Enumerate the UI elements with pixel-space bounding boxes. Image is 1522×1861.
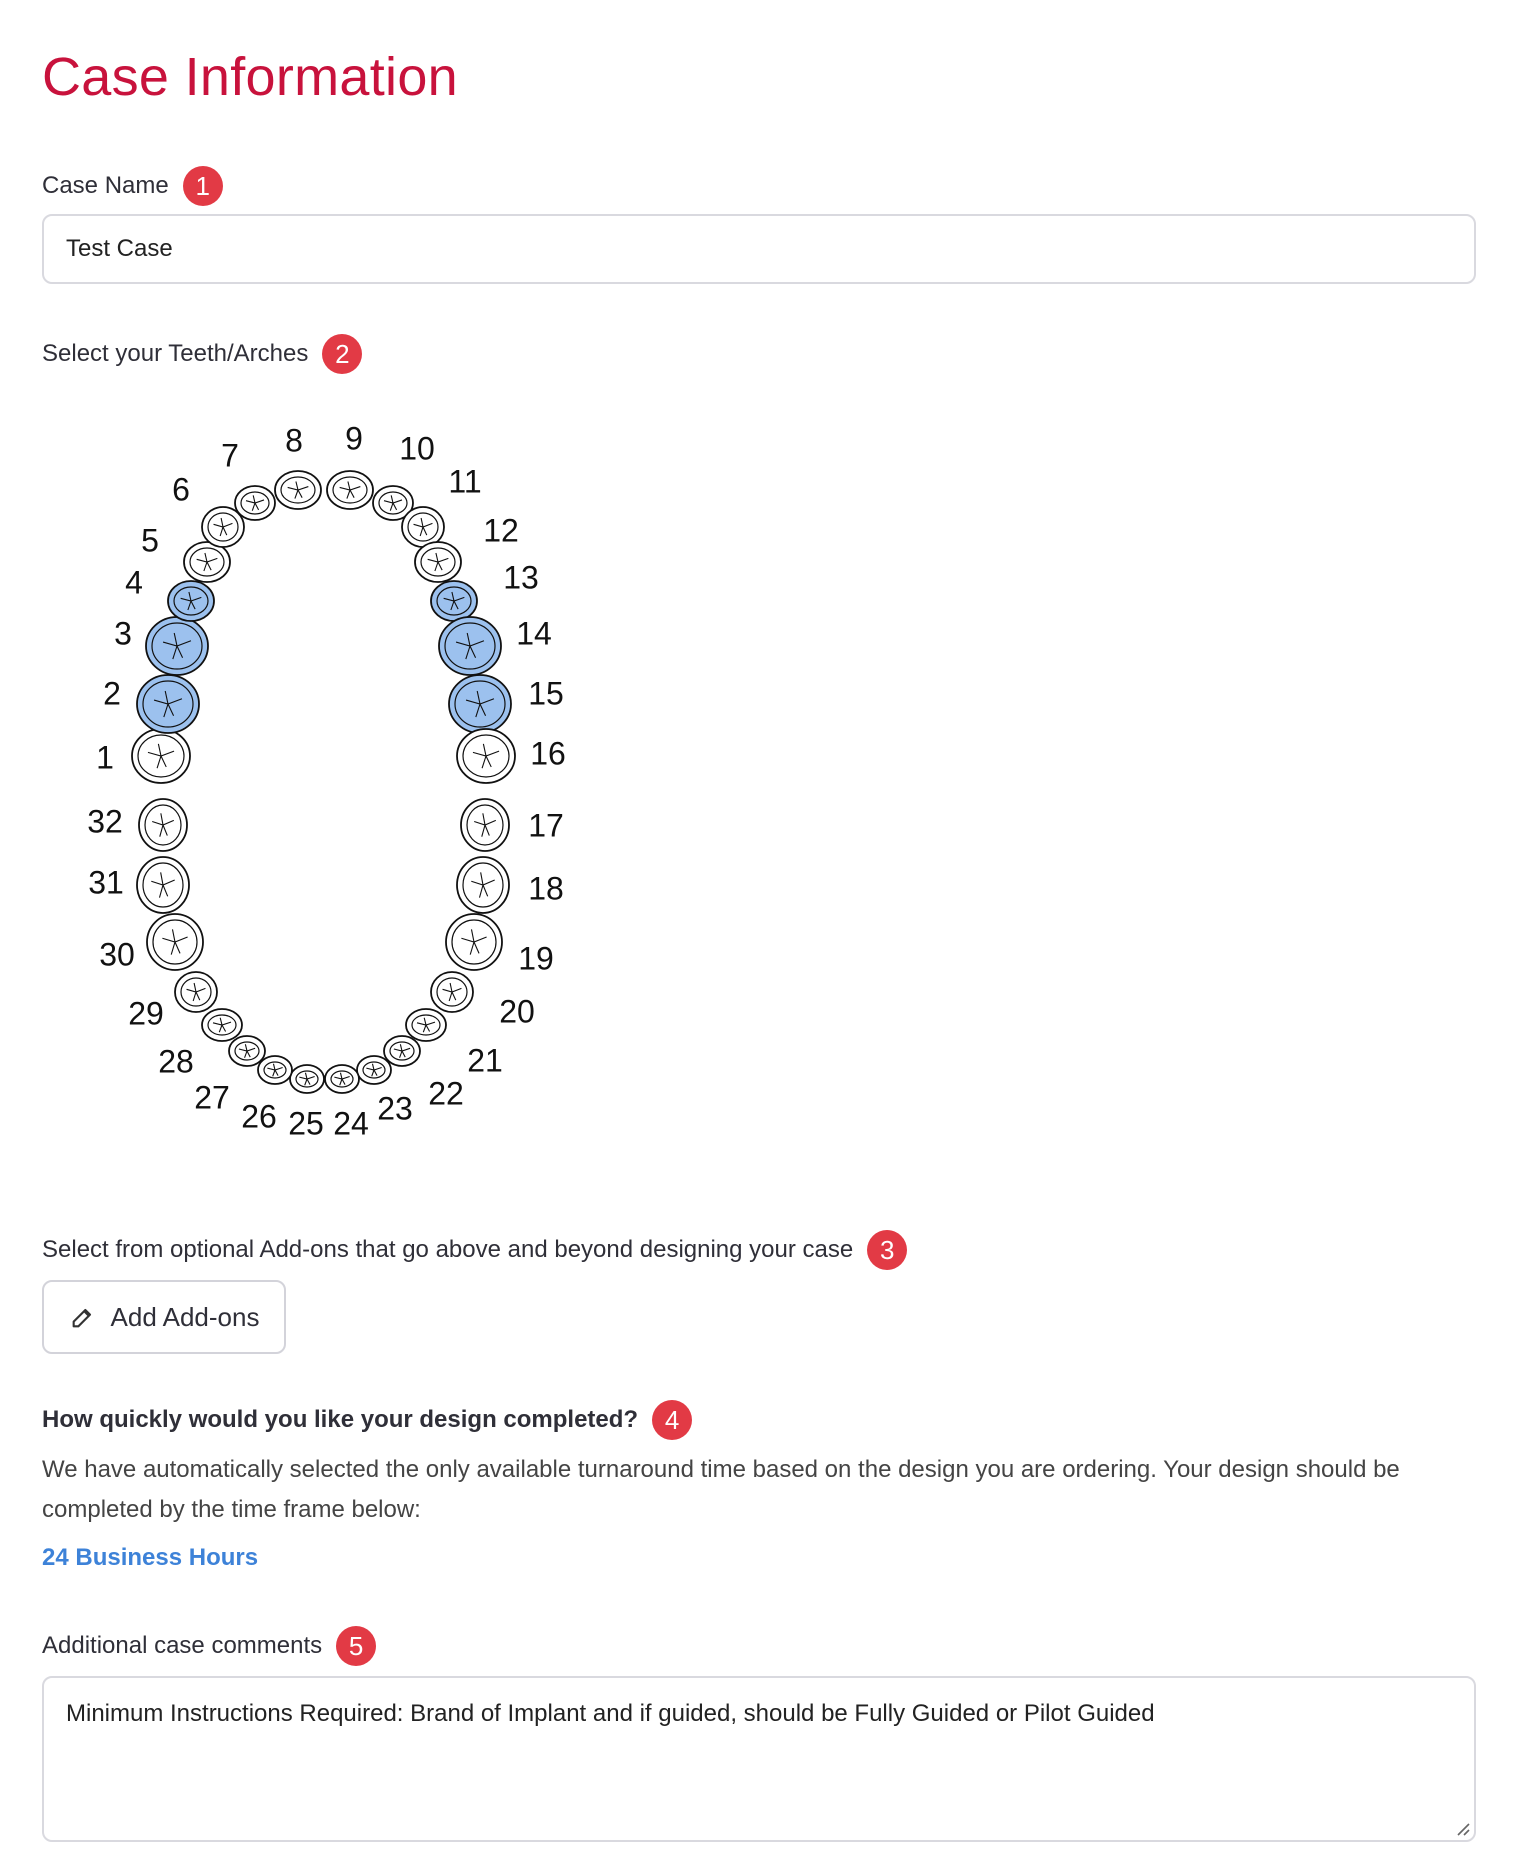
tooth-28[interactable] [202, 1009, 242, 1041]
tooth-number-label: 17 [528, 807, 564, 844]
tooth-number-label: 19 [518, 940, 554, 977]
addons-label: Select from optional Add-ons that go above and beyond designing your case [42, 1236, 854, 1263]
tooth-4[interactable] [168, 581, 214, 621]
tooth-17[interactable] [461, 799, 509, 851]
tooth-number-label: 16 [530, 735, 566, 772]
tooth-3[interactable] [146, 617, 208, 675]
tooth-number-label: 25 [288, 1105, 324, 1142]
tooth-8[interactable] [275, 471, 321, 509]
teeth-label: Select your Teeth/Arches [42, 340, 309, 367]
tooth-number-label: 11 [448, 463, 482, 500]
tooth-number-label: 28 [158, 1043, 194, 1080]
tooth-number-label: 3 [114, 615, 132, 652]
tooth-12[interactable] [415, 542, 461, 582]
tooth-20[interactable] [431, 972, 473, 1012]
tooth-7[interactable] [235, 486, 275, 520]
tooth-23[interactable] [357, 1056, 391, 1084]
add-addons-button-label: Add Add-ons [110, 1301, 260, 1332]
tooth-number-label: 32 [87, 803, 123, 840]
tooth-number-label: 9 [345, 420, 363, 457]
tooth-number-label: 13 [503, 559, 539, 596]
case-name-label: Case Name [42, 172, 169, 199]
tooth-26[interactable] [258, 1056, 292, 1084]
tooth-21[interactable] [406, 1009, 446, 1041]
tooth-27[interactable] [229, 1036, 265, 1066]
tooth-5[interactable] [184, 542, 230, 582]
tooth-number-label: 30 [99, 936, 135, 973]
tooth-number-label: 4 [125, 564, 143, 601]
tooth-11[interactable] [402, 507, 444, 547]
turnaround-label-row [42, 1400, 692, 1440]
comments-label-row [42, 1626, 376, 1666]
comments-value: Minimum Instructions Required: Brand of Implant and if guided, should be Fully Guided or Pilot Guided [66, 1700, 1155, 1727]
tooth-number-label: 12 [483, 512, 519, 549]
tooth-number-label: 10 [399, 430, 435, 467]
tooth-2[interactable] [137, 675, 199, 733]
tooth-14[interactable] [439, 617, 501, 675]
tooth-number-label: 24 [333, 1105, 369, 1142]
tooth-24[interactable] [325, 1065, 359, 1093]
turnaround-description: We have automatically selected the only available turnaround time based on the design you are ordering. Your design should be completed by the time frame below: [42, 1456, 1400, 1523]
tooth-32[interactable] [139, 799, 187, 851]
tooth-22[interactable] [384, 1036, 420, 1066]
page-title: Case Information [42, 47, 458, 107]
step-badge-3: 3 [867, 1230, 907, 1270]
tooth-number-label: 8 [285, 422, 303, 459]
tooth-number-label: 14 [516, 615, 552, 652]
tooth-16[interactable] [457, 729, 515, 783]
tooth-number-label: 5 [141, 522, 159, 559]
resize-handle-icon[interactable] [1452, 1818, 1470, 1836]
tooth-number-label: 21 [467, 1042, 503, 1079]
tooth-15[interactable] [449, 675, 511, 733]
tooth-number-label: 31 [88, 864, 124, 901]
tooth-number-label: 18 [528, 870, 564, 907]
edit-icon [69, 1303, 97, 1331]
tooth-number-label: 2 [103, 675, 121, 712]
tooth-number-label: 22 [428, 1075, 464, 1112]
case-name-input[interactable]: Test Case [42, 214, 1476, 284]
tooth-number-label: 1 [96, 739, 114, 776]
comments-label: Additional case comments [42, 1632, 323, 1659]
tooth-number-label: 6 [172, 471, 190, 508]
tooth-number-label: 20 [499, 993, 535, 1030]
teeth-label-row [42, 334, 362, 374]
turnaround-value: 24 Business Hours [42, 1544, 259, 1571]
tooth-number-label: 15 [528, 675, 564, 712]
addons-label-row [42, 1230, 907, 1270]
tooth-number-label: 26 [241, 1098, 277, 1135]
step-badge-1: 1 [183, 166, 223, 206]
tooth-31[interactable] [137, 857, 189, 913]
tooth-number-label: 7 [221, 437, 239, 474]
tooth-number-label: 27 [194, 1079, 230, 1116]
tooth-25[interactable] [290, 1065, 324, 1093]
case-name-label-row [42, 166, 223, 206]
tooth-1[interactable] [132, 729, 190, 783]
tooth-number-label: 23 [377, 1090, 413, 1127]
tooth-30[interactable] [147, 914, 203, 970]
tooth-number-label: 29 [128, 995, 164, 1032]
tooth-chart [0, 380, 700, 1180]
tooth-19[interactable] [446, 914, 502, 970]
tooth-29[interactable] [175, 972, 217, 1012]
tooth-18[interactable] [457, 857, 509, 913]
add-addons-button[interactable] [42, 1280, 286, 1354]
comments-textarea[interactable] [42, 1676, 1476, 1842]
step-badge-4: 4 [652, 1400, 692, 1440]
step-badge-5: 5 [336, 1626, 376, 1666]
turnaround-label: How quickly would you like your design completed? [42, 1406, 639, 1433]
tooth-9[interactable] [327, 471, 373, 509]
tooth-13[interactable] [431, 581, 477, 621]
step-badge-2: 2 [322, 334, 362, 374]
